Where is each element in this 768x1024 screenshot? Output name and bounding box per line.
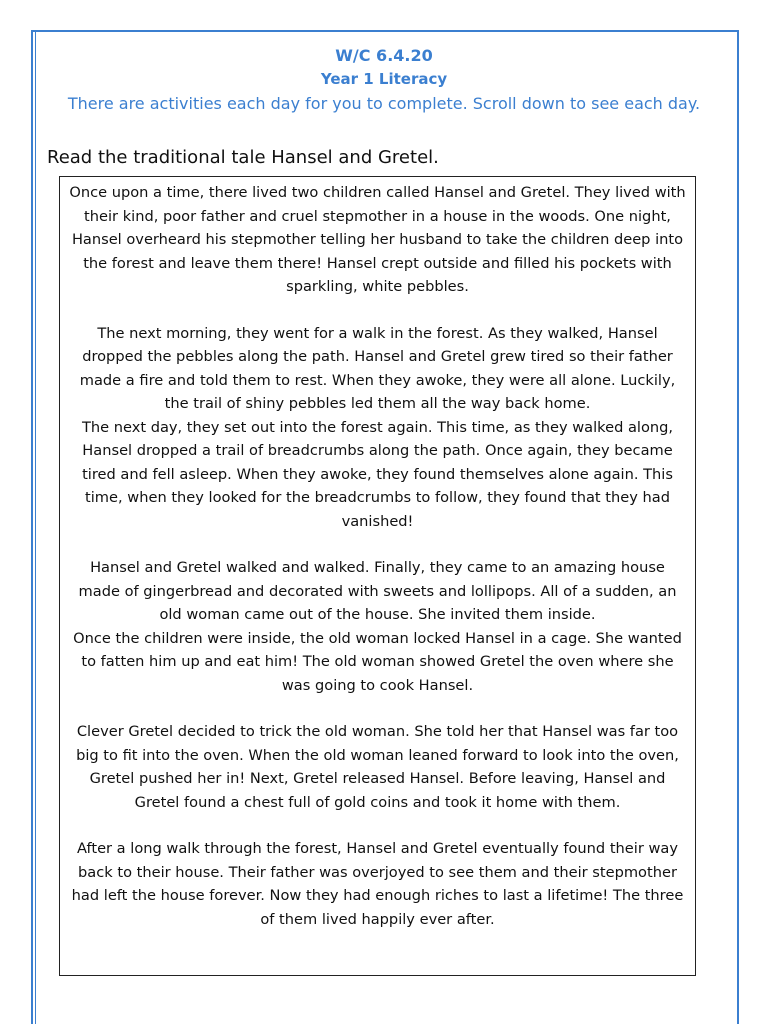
page-frame-right [737,30,739,1024]
week-commencing-date: W/C 6.4.20 [335,46,433,65]
subject-title: Year 1 Literacy [320,70,448,88]
page-frame-left [31,30,33,1024]
page-frame-top [31,30,739,32]
page-frame-left-inner [35,30,36,1024]
story-paragraph-4: Clever Gretel decided to trick the old woman. She told her that Hansel was far too big to fit into the oven. When the old woman leaned forward to look into the oven, Gretel pushed her in! Next, Gretel released Hansel. Before leaving, Hansel and Gretel found a chest full of gold coins and took it home with them. [76,723,679,811]
story-paragraph-1: Once upon a time, there lived two children called Hansel and Gretel. They lived with their kind, poor father and cruel stepmother in a house in the woods. One night, Hansel overheard his stepmother telling her husband to take the children deep into the forest and leave them there! Hansel crept outside and filled his pockets with sparkling, white pebbles. [69,184,686,295]
activity-instructions: There are activities each day for you to complete. Scroll down to see each day. [67,94,701,113]
story-paragraph-3a: Hansel and Gretel walked and walked. Finally, they came to an amazing house made of gingerbread and decorated with sweets and lollipops. All of a sudden, an old woman came out of the house. She invited them inside. [78,559,677,623]
page-header [40,44,728,116]
story-paragraph-5: After a long walk through the forest, Hansel and Gretel eventually found their way back to their house. Their father was overjoyed to see them and their stepmother had left the house forever. Now they had enough riches to last a lifetime! The three of them lived happily ever after. [71,840,684,928]
story-paragraph-2a: The next morning, they went for a walk in the forest. As they walked, Hansel dropped the pebbles along the path. Hansel and Gretel grew tired so their father made a fire and told them to rest. When they awoke, they were all alone. Luckily, the trail of shiny pebbles led them all the way back home. [79,324,676,412]
reading-instruction: Read the traditional tale Hansel and Gretel. [47,147,439,168]
story-paragraph-2b: The next day, they set out into the forest again. This time, as they walked along, Hansel dropped a trail of breadcrumbs along the path. Once again, they became tired and fell asleep. When they awoke, they found themselves alone again. This time, when they looked for the breadcrumbs to follow, they found that they had vanished! [81,418,674,530]
story-text-box [59,176,696,976]
story-paragraph-3b: Once the children were inside, the old woman locked Hansel in a cage. She wanted to fatten him up and eat him! The old woman showed Gretel the oven where she was going to cook Hansel. [73,629,682,694]
